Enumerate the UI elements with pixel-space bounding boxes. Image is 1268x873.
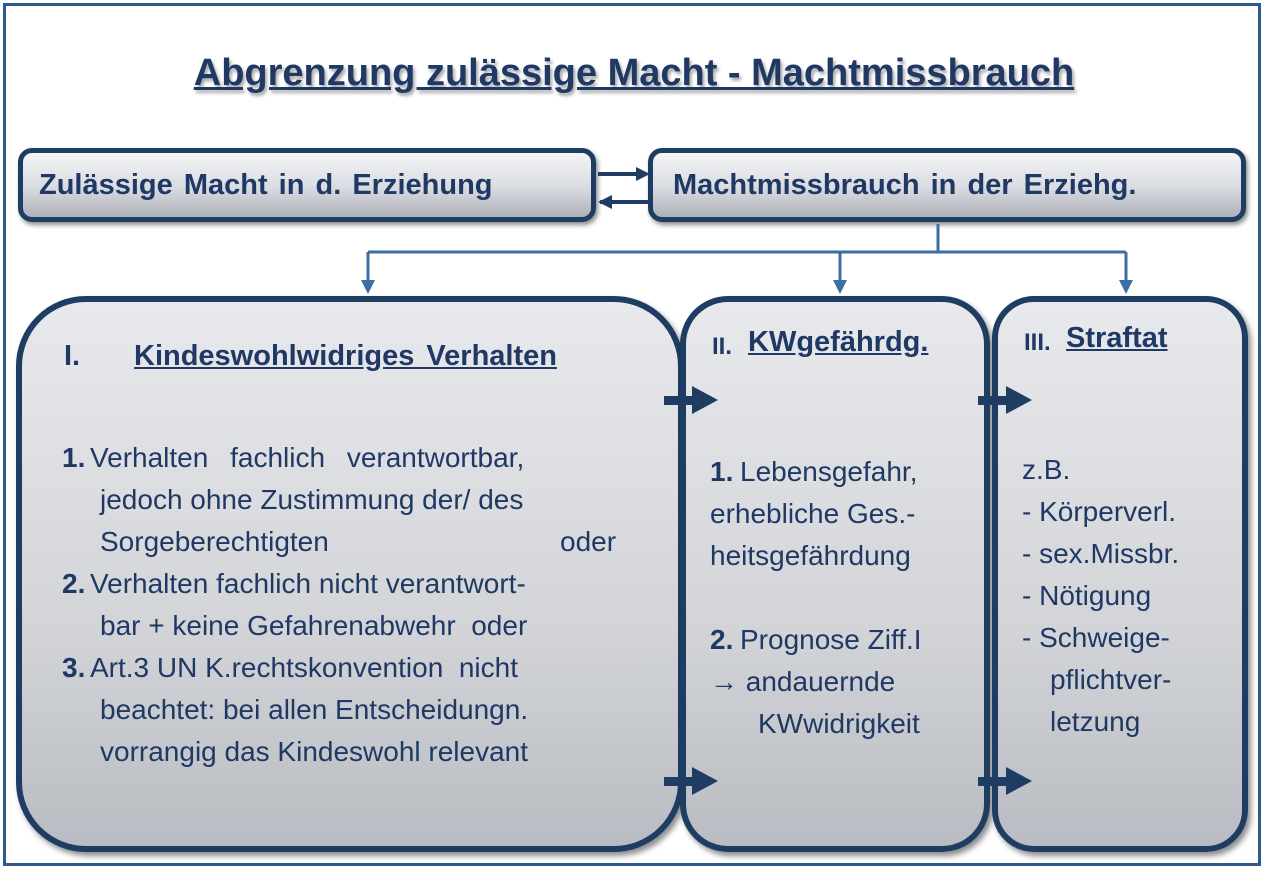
arrow-col2-col3-bottom-icon: [978, 777, 1010, 786]
col3-heading: Straftat: [1066, 322, 1168, 354]
col2-item1-line2: erhebliche Ges.-: [710, 498, 916, 529]
col1-item1-line1: Verhalten fachlich verantwortbar,: [90, 442, 525, 473]
col3-item-5: pflichtver-: [1050, 664, 1172, 695]
col3-item-1: - Körperverl.: [1022, 496, 1177, 527]
box-permissible-power-label: Zulässige Macht in d. Erziehung: [39, 169, 493, 201]
col3-item-2: - sex.Missbr.: [1022, 538, 1180, 569]
col3-item-3: - Nötigung: [1022, 580, 1152, 611]
col1-item3-line3: vorrangig das Kindeswohl relevant: [100, 736, 529, 767]
col1-item1-line2: jedoch ohne Zustimmung der/ des: [100, 484, 524, 515]
col2-item1-num: 1.: [710, 456, 734, 487]
page-title: Abgrenzung zulässige Macht - Machtmissbrauch: [193, 52, 1075, 94]
col1-item1-num: 1.: [62, 442, 86, 473]
col1-item2-num: 2.: [62, 568, 86, 599]
arrow-col1-col2-bottom-icon: [664, 777, 696, 786]
col1-item1-line4: oder: [560, 526, 617, 557]
col1-numeral: I.: [64, 340, 81, 372]
col1-item2-line1: Verhalten fachlich nicht verantwort-: [90, 568, 526, 599]
col3-intro: z.B.: [1022, 454, 1071, 485]
col1-item1-line3: Sorgeberechtigten: [100, 526, 329, 557]
col2-item2-line2: → andauernde: [710, 666, 896, 697]
col2-item2-num: 2.: [710, 624, 734, 655]
box-power-abuse-label: Machtmissbrauch in der Erziehg.: [673, 169, 1137, 201]
col1-heading: Kindeswohlwidriges Verhalten: [134, 340, 557, 372]
col2-item1-line1: Lebensgefahr,: [740, 456, 918, 487]
col2-item1-line3: heitsgefährdung: [710, 540, 911, 571]
col2-item2-line1: Prognose Ziff.I: [740, 624, 922, 655]
col3-item-6: letzung: [1050, 706, 1141, 737]
col2-item2-line3: KWwidrigkeit: [758, 708, 920, 739]
col1-item3-line2: beachtet: bei allen Entscheidungn.: [100, 694, 529, 725]
arrow-col2-col3-top-icon: [978, 396, 1010, 405]
col3-numeral: III.: [1024, 329, 1051, 356]
col2-heading: KWgefährdg.: [748, 326, 929, 358]
arrow-col1-col2-top-icon: [664, 396, 696, 405]
col3-item-4: - Schweige-: [1022, 622, 1170, 653]
col1-item3-num: 3.: [62, 652, 86, 683]
col2-numeral: II.: [712, 333, 733, 360]
col1-item3-line1: Art.3 UN K.rechtskonvention nicht: [90, 652, 518, 683]
col1-item2-line2: bar + keine Gefahrenabwehr oder: [100, 610, 528, 641]
